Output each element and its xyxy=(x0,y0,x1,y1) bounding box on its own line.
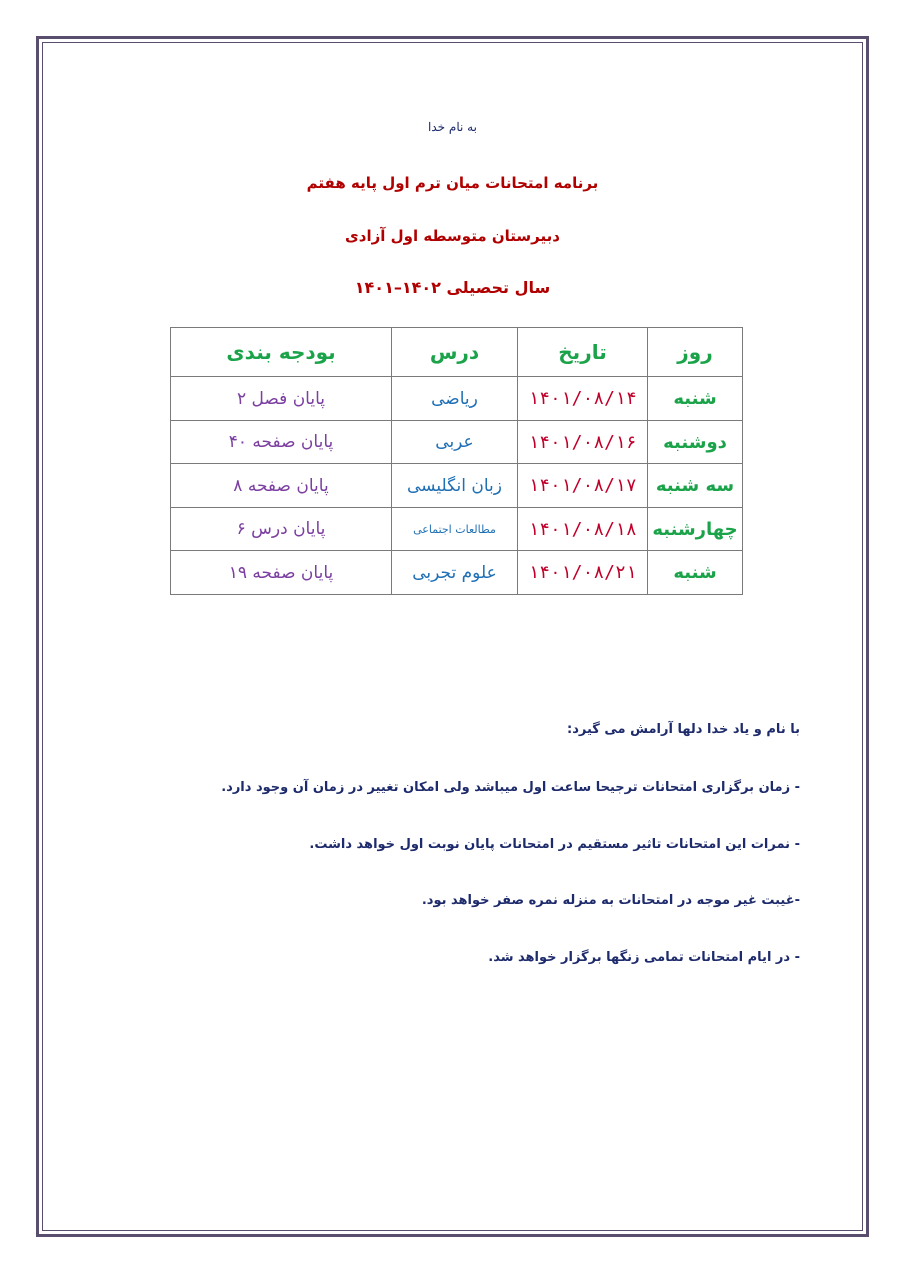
header-date: تاریخ xyxy=(518,328,648,377)
cell-subject: مطالعات اجتماعی xyxy=(392,507,518,551)
cell-date: ۱۴۰۱/۰۸/۱۴ xyxy=(518,377,648,421)
table-row xyxy=(171,420,743,464)
cell-date: ۱۴۰۱/۰۸/۱۸ xyxy=(518,507,648,551)
cell-day: دوشنبه xyxy=(648,420,743,464)
cell-day: چهارشنبه xyxy=(648,507,743,551)
note-item: - زمان برگزاری امتحانات ترجیحا ساعت اول میباشد ولی امکان تغییر در زمان آن وجود دارد. xyxy=(221,780,800,795)
cell-subject: عربی xyxy=(392,420,518,464)
cell-budget: پایان صفحه ۴۰ xyxy=(171,420,392,464)
cell-date: ۱۴۰۱/۰۸/۱۷ xyxy=(518,464,648,508)
cell-day: شنبه xyxy=(648,551,743,595)
cell-budget: پایان صفحه ۸ xyxy=(171,464,392,508)
table-row xyxy=(171,507,743,551)
cell-subject: علوم تجربی xyxy=(392,551,518,595)
note-item: -غیبت غیر موجه در امتحانات به منزله نمره صفر خواهد بود. xyxy=(421,893,800,908)
cell-date: ۱۴۰۱/۰۸/۱۶ xyxy=(518,420,648,464)
table-header-row xyxy=(171,328,743,377)
header-subject: درس xyxy=(392,328,518,377)
page-border-inner xyxy=(42,42,863,1231)
cell-subject: ریاضی xyxy=(392,377,518,421)
table-row xyxy=(171,377,743,421)
table-row xyxy=(171,551,743,595)
cell-budget: پایان صفحه ۱۹ xyxy=(171,551,392,595)
header-budget: بودجه بندی xyxy=(171,328,392,377)
document-title: برنامه امتحانات میان ترم اول پایه هفتم xyxy=(306,174,599,192)
academic-year: سال تحصیلی ۱۴۰۲–۱۴۰۱ xyxy=(354,278,551,297)
header-day: روز xyxy=(648,328,743,377)
cell-day: سه شنبه xyxy=(648,464,743,508)
cell-date: ۱۴۰۱/۰۸/۲۱ xyxy=(518,551,648,595)
cell-budget: پایان درس ۶ xyxy=(171,507,392,551)
table-row xyxy=(171,464,743,508)
exam-schedule-table xyxy=(170,327,743,595)
cell-day: شنبه xyxy=(648,377,743,421)
cell-subject: زبان انگلیسی xyxy=(392,464,518,508)
note-item: - در ایام امتحانات تمامی زنگها برگزار خواهد شد. xyxy=(488,950,800,965)
school-name: دبیرستان متوسطه اول آزادی xyxy=(345,227,560,245)
notes-intro: با نام و یاد خدا دلها آرامش می گیرد: xyxy=(567,722,800,737)
note-item: - نمرات این امتحانات تاثیر مستقیم در امتحانات پایان نوبت اول خواهد داشت. xyxy=(309,837,800,852)
page-border xyxy=(36,36,869,1237)
bismillah-heading: به نام خدا xyxy=(428,120,477,134)
cell-budget: پایان فصل ۲ xyxy=(171,377,392,421)
